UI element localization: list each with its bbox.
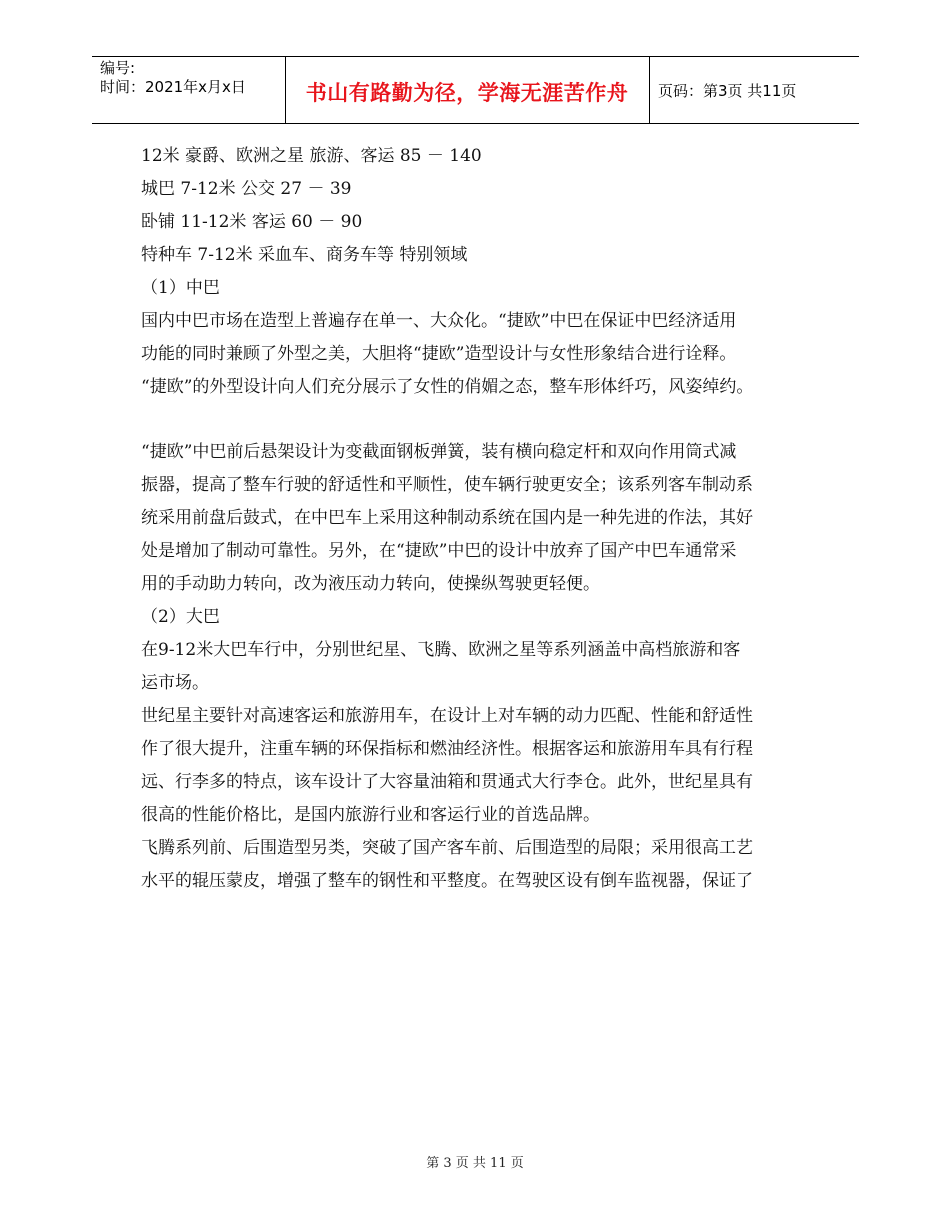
- paragraph-gap: [141, 404, 821, 436]
- body-line: 功能的同时兼顾了外型之美，大胆将“捷欧”造型设计与女性形象结合进行诠释。: [141, 344, 737, 364]
- body-line: 很高的性能价格比，是国内旅游行业和客运行业的首选品牌。: [141, 805, 600, 825]
- body-line: 飞腾系列前、后围造型另类，突破了国产客车前、后围造型的局限；采用很高工艺: [141, 838, 753, 858]
- body-line: 卧铺 11-12米 客运 60 － 90: [141, 212, 363, 232]
- body-line: 作了很大提升，注重车辆的环保指标和燃油经济性。根据客运和旅游用车具有行程: [141, 739, 753, 759]
- page-footer: 第 3 页 共 11 页: [426, 1156, 524, 1171]
- header-divider: [649, 57, 650, 123]
- time-label: 时间：2021年x月x日: [100, 78, 246, 96]
- body-line: 国内中巴市场在造型上普遍存在单一、大众化。“捷欧”中巴在保证中巴经济适用: [141, 311, 737, 331]
- header-page-info: 页码：第3页 共11页: [658, 82, 797, 100]
- body-line: “捷欧”中巴前后悬架设计为变截面钢板弹簧，装有横向稳定杆和双向作用筒式减: [141, 442, 737, 462]
- header-table: [92, 56, 859, 124]
- body-line: 水平的辊压蒙皮，增强了整车的钢性和平整度。在驾驶区设有倒车监视器，保证了: [141, 871, 753, 891]
- body-line: 12米 豪爵、欧洲之星 旅游、客运 85 － 140: [141, 146, 482, 166]
- body-line: 运市场。: [141, 673, 209, 693]
- header-meta: [100, 59, 246, 97]
- body-line: 统采用前盘后鼓式，在中巴车上采用这种制动系统在国内是一种先进的作法，其好: [141, 508, 753, 528]
- body-line: 处是增加了制动可靠性。另外，在“捷欧”中巴的设计中放弃了国产中巴车通常采: [141, 541, 737, 561]
- body-line: 远、行李多的特点，该车设计了大容量油箱和贯通式大行李仓。此外，世纪星具有: [141, 772, 753, 792]
- header-motto: 书山有路勤为径，学海无涯苦作舟: [305, 81, 629, 105]
- document-body: [141, 140, 821, 898]
- body-line: 用的手动助力转向，改为液压动力转向，使操纵驾驶更轻便。: [141, 574, 600, 594]
- body-line: 在9-12米大巴车行中，分别世纪星、飞腾、欧洲之星等系列涵盖中高档旅游和客: [141, 640, 741, 660]
- body-line: 城巴 7-12米 公交 27 － 39: [141, 179, 352, 199]
- code-label: 编号:: [100, 59, 136, 77]
- section-heading: （2）大巴: [141, 607, 220, 627]
- body-line: 特种车 7-12米 采血车、商务车等 特别领域: [141, 245, 468, 265]
- body-line: “捷欧”的外型设计向人们充分展示了女性的俏媚之态，整车形体纤巧，风姿绰约。: [141, 377, 754, 397]
- section-heading: （1）中巴: [141, 278, 220, 298]
- body-line: 振器，提高了整车行驶的舒适性和平顺性，使车辆行驶更安全；该系列客车制动系: [141, 475, 753, 495]
- body-line: 世纪星主要针对高速客运和旅游用车，在设计上对车辆的动力匹配、性能和舒适性: [141, 706, 753, 726]
